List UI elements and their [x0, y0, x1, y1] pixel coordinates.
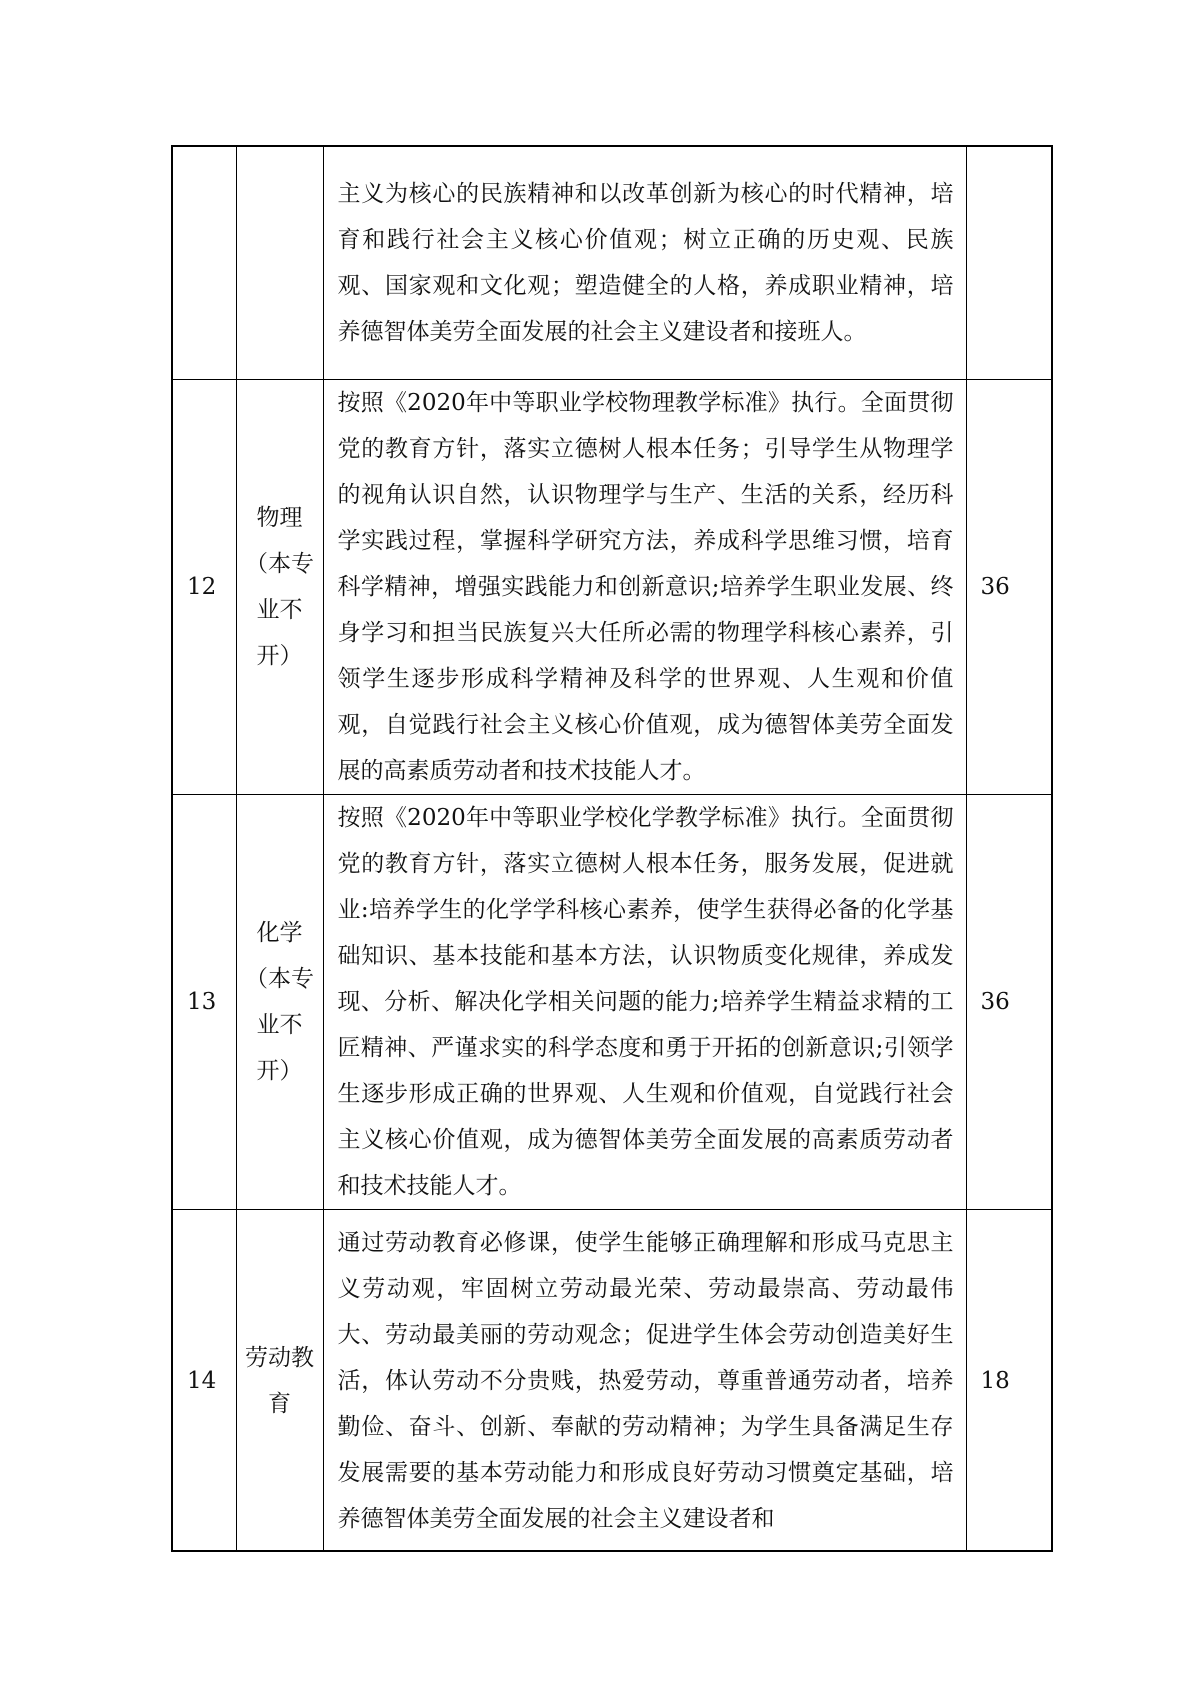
course-description-cell: 通过劳动教育必修课，使学生能够正确理解和形成马克思主义劳动观，牢固树立劳动最光荣、劳动最崇高、劳动最伟大、劳动最美丽的劳动观念；促进学生体会劳动创造美好生活，体认劳动不分贵贱，热爱劳动，尊重普通劳动者，培养勤俭、奋斗、创新、奉献的劳动精神；为学生具备满足生存发展需要的基本劳动能力和形成良好劳动习惯奠定基础，培养德智体美劳全面发展的社会主义建设者和: [323, 1209, 966, 1551]
course-description-cell: 按照《2020年中等职业学校化学教学标准》执行。全面贯彻党的教育方针，落实立德树人根本任务，服务发展，促进就业:培养学生的化学学科核心素养，使学生获得必备的化学基础知识、基本技能和基本方法，认识物质变化规律，养成发现、分析、解决化学相关问题的能力;培养学生精益求精的工匠精神、严谨求实的科学态度和勇于开拓的创新意识;引领学生逐步形成正确的世界观、人生观和价值观，自觉践行社会主义核心价值观，成为德智体美劳全面发展的高素质劳动者和技术技能人才。: [323, 794, 966, 1209]
course-number-cell: [172, 146, 236, 379]
course-number-cell: 12: [172, 379, 236, 794]
course-name-cell: [236, 146, 323, 379]
course-number-cell: 14: [172, 1209, 236, 1551]
course-description-cell: 按照《2020年中等职业学校物理教学标准》执行。全面贯彻党的教育方针，落实立德树人根本任务；引导学生从物理学的视角认识自然，认识物理学与生产、生活的关系，经历科学实践过程，掌握科学研究方法，养成科学思维习惯，培育科学精神，增强实践能力和创新意识;培养学生职业发展、终身学习和担当民族复兴大任所必需的物理学科核心素养，引领学生逐步形成科学精神及科学的世界观、人生观和价值观，自觉践行社会主义核心价值观，成为德智体美劳全面发展的高素质劳动者和技术技能人才。: [323, 379, 966, 794]
course-hours-cell: 36: [966, 794, 1052, 1209]
course-description-cell: 主义为核心的民族精神和以改革创新为核心的时代精神，培育和践行社会主义核心价值观；树立正确的历史观、民族观、国家观和文化观；塑造健全的人格，养成职业精神，培养德智体美劳全面发展的社会主义建设者和接班人。: [323, 146, 966, 379]
table-row: [172, 794, 1052, 1209]
table-row: [172, 379, 1052, 794]
course-hours-cell: 36: [966, 379, 1052, 794]
course-hours-cell: 18: [966, 1209, 1052, 1551]
course-name-cell: 劳动教育: [236, 1209, 323, 1551]
course-hours-cell: [966, 146, 1052, 379]
course-name-cell: 物理（本专业不开）: [236, 379, 323, 794]
course-number-cell: 13: [172, 794, 236, 1209]
table-row: [172, 146, 1052, 379]
table-row: [172, 1209, 1052, 1551]
course-table: [171, 145, 1053, 1552]
course-name-cell: 化学（本专业不开）: [236, 794, 323, 1209]
